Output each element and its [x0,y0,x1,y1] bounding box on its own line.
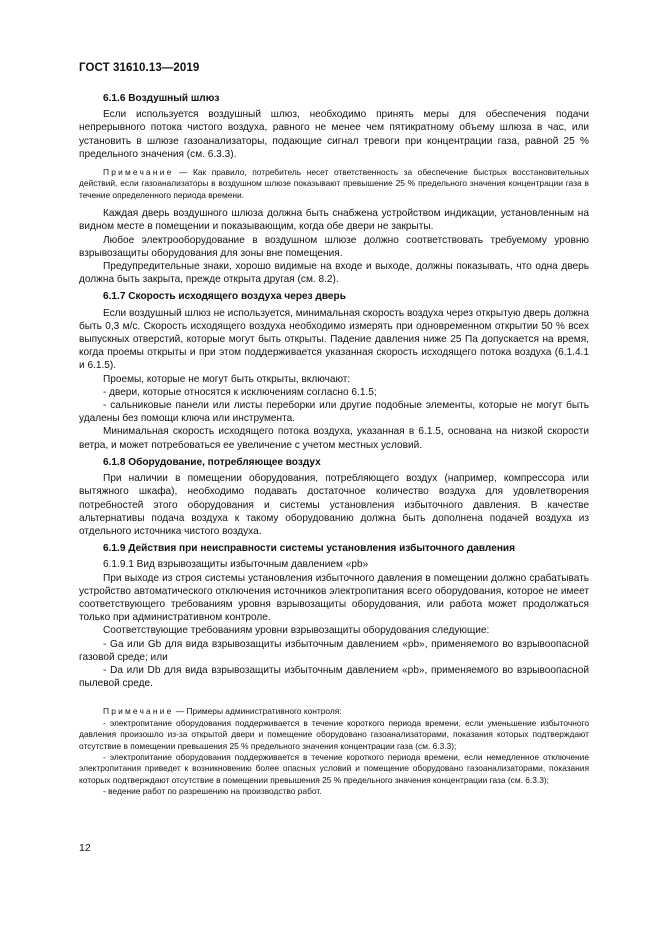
paragraph: Соответствующие требованиям уровни взрывозащиты оборудования следующие: [103,625,490,637]
paragraph: При выходе из строя системы установления избыточного давления в помещении должно срабатывать устройство автоматического отключения источников электропитания всего оборудования, которое не имеет соответствующего требованиям уровня взрывозащиты оборудования, или работа может продолжаться только при административном контроле. [79,572,589,624]
paragraph: При наличии в помещении оборудования, потребляющего воздух (например, компрессора или вытяжного шкафа), необходимо подавать достаточное количество воздуха для удовлетворения потребностей этого оборудования и системы установления избыточного давления. В качестве альтернативы подача воздуха к такому оборудованию должна быть дополнена подачей воздуха из отдельного источника чистого воздуха. [79,473,589,537]
paragraph: Любое электрооборудование в воздушном шлюзе должно соответствовать требуемому уровню взрывозащиты оборудования для зоны вне помещения. [79,234,589,259]
paragraph: Предупредительные знаки, хорошо видимые на входе и выходе, должны показывать, что одна дверь должна быть закрыта, прежде открыта другая (см. 8.2). [79,261,589,286]
list-item: - Da или Db для вида взрывозащиты избыточным давлением «pb», применяемого во взрывоопасной пылевой среде. [79,664,589,690]
list-item: - сальниковые панели или листы переборки или другие подобные элементы, которые не могут быть удалены без помощи ключа или инструмента. [79,400,589,425]
document-header: ГОСТ 31610.13—2019 [79,62,200,74]
note-list-item: - электропитание оборудования поддерживается в течение короткого периода времени, если уменьшение избыточного давления произошло из-за открытой двери и помещение оборудовано газоанализаторами, показания которых подтверждают отсутствие в помещении превышения 25 % предельного значения концентрации газа (см. 6.3.3); [79,717,589,751]
section-6-1-8-heading: 6.1.8 Оборудование, потребляющее воздух [103,456,321,468]
note [79,167,589,201]
section-6-1-6-heading: 6.1.6 Воздушный шлюз [103,93,220,104]
note-text: — Примеры административного контроля: [173,706,342,717]
subsection-6-1-9-1: 6.1.9.1 Вид взрывозащиты избыточным давлением «pb» [103,559,369,571]
list-item: - Ga или Gb для вида взрывозащиты избыточным давлением «pb», применяемого во взрывоопасной газовой среде; или [79,638,589,663]
section-6-1-9-heading: 6.1.9 Действия при неисправности системы установления избыточного давления [103,543,516,555]
note-label: Примечание [103,706,174,717]
paragraph: Если используется воздушный шлюз, необходимо принять меры для обеспечения подачи непрерывного потока чистого воздуха, равного не менее чем пятикратному объему шлюза в час, или установить в шлюзе газоанализаторы, подающие сигнал тревоги при концентрации газа, равной 25 % предельного значения (см. 6.3.3). [79,109,589,160]
note [79,706,589,717]
page-content [79,92,589,798]
paragraph: Если воздушный шлюз не используется, минимальная скорость воздуха через открытую дверь должна быть 0,3 м/с. Скорость исходящего воздуха необходимо измерять при одновременном открытии 50 % всех выпускных отверстий, которые могут быть открыты. Падение давления ниже 25 Па допускается на время, когда проемы открыты и при этом поддерживается указанная скорость исходящего потока воздуха (6.1.4.1 и 6.1.5). [79,307,589,372]
page-number: 12 [79,842,91,854]
note-text: — Как правило, потребитель несет ответственность за обеспечение быстрых восстановительных действий, если газоанализаторы в воздушном шлюзе показывают превышение 25 % предельного значения концентрации газа в течение определенного периода времени. [79,167,589,200]
section-6-1-7-heading: 6.1.7 Скорость исходящего воздуха через дверь [103,291,346,303]
paragraph: Проемы, которые не могут быть открыты, включают: [103,373,351,385]
note-label: Примечание [103,167,174,178]
paragraph: Минимальная скорость исходящего потока воздуха, указанная в 6.1.5, основана на низкой скорости ветра, и может потребоваться ее увеличение с учетом местных условий. [79,426,589,451]
note-list-item: - электропитание оборудования поддерживается в течение короткого периода времени, если немедленное отключение электропитания приведет к возникновению более опасных условий и помещение оборудовано газоанализаторами, показания которых подтверждают отсутствие в помещении превышения 25 % предельного значения концентрации газа (см. 6.3.3); [79,751,589,785]
note-list-item: - ведение работ по разрешению на производство работ. [103,786,322,797]
list-item: - двери, которые относятся к исключениям согласно 6.1.5; [103,386,377,398]
paragraph: Каждая дверь воздушного шлюза должна быть снабжена устройством индикации, установленным на видном месте в помещении и показывающим, когда обе двери не закрыты. [79,208,589,233]
